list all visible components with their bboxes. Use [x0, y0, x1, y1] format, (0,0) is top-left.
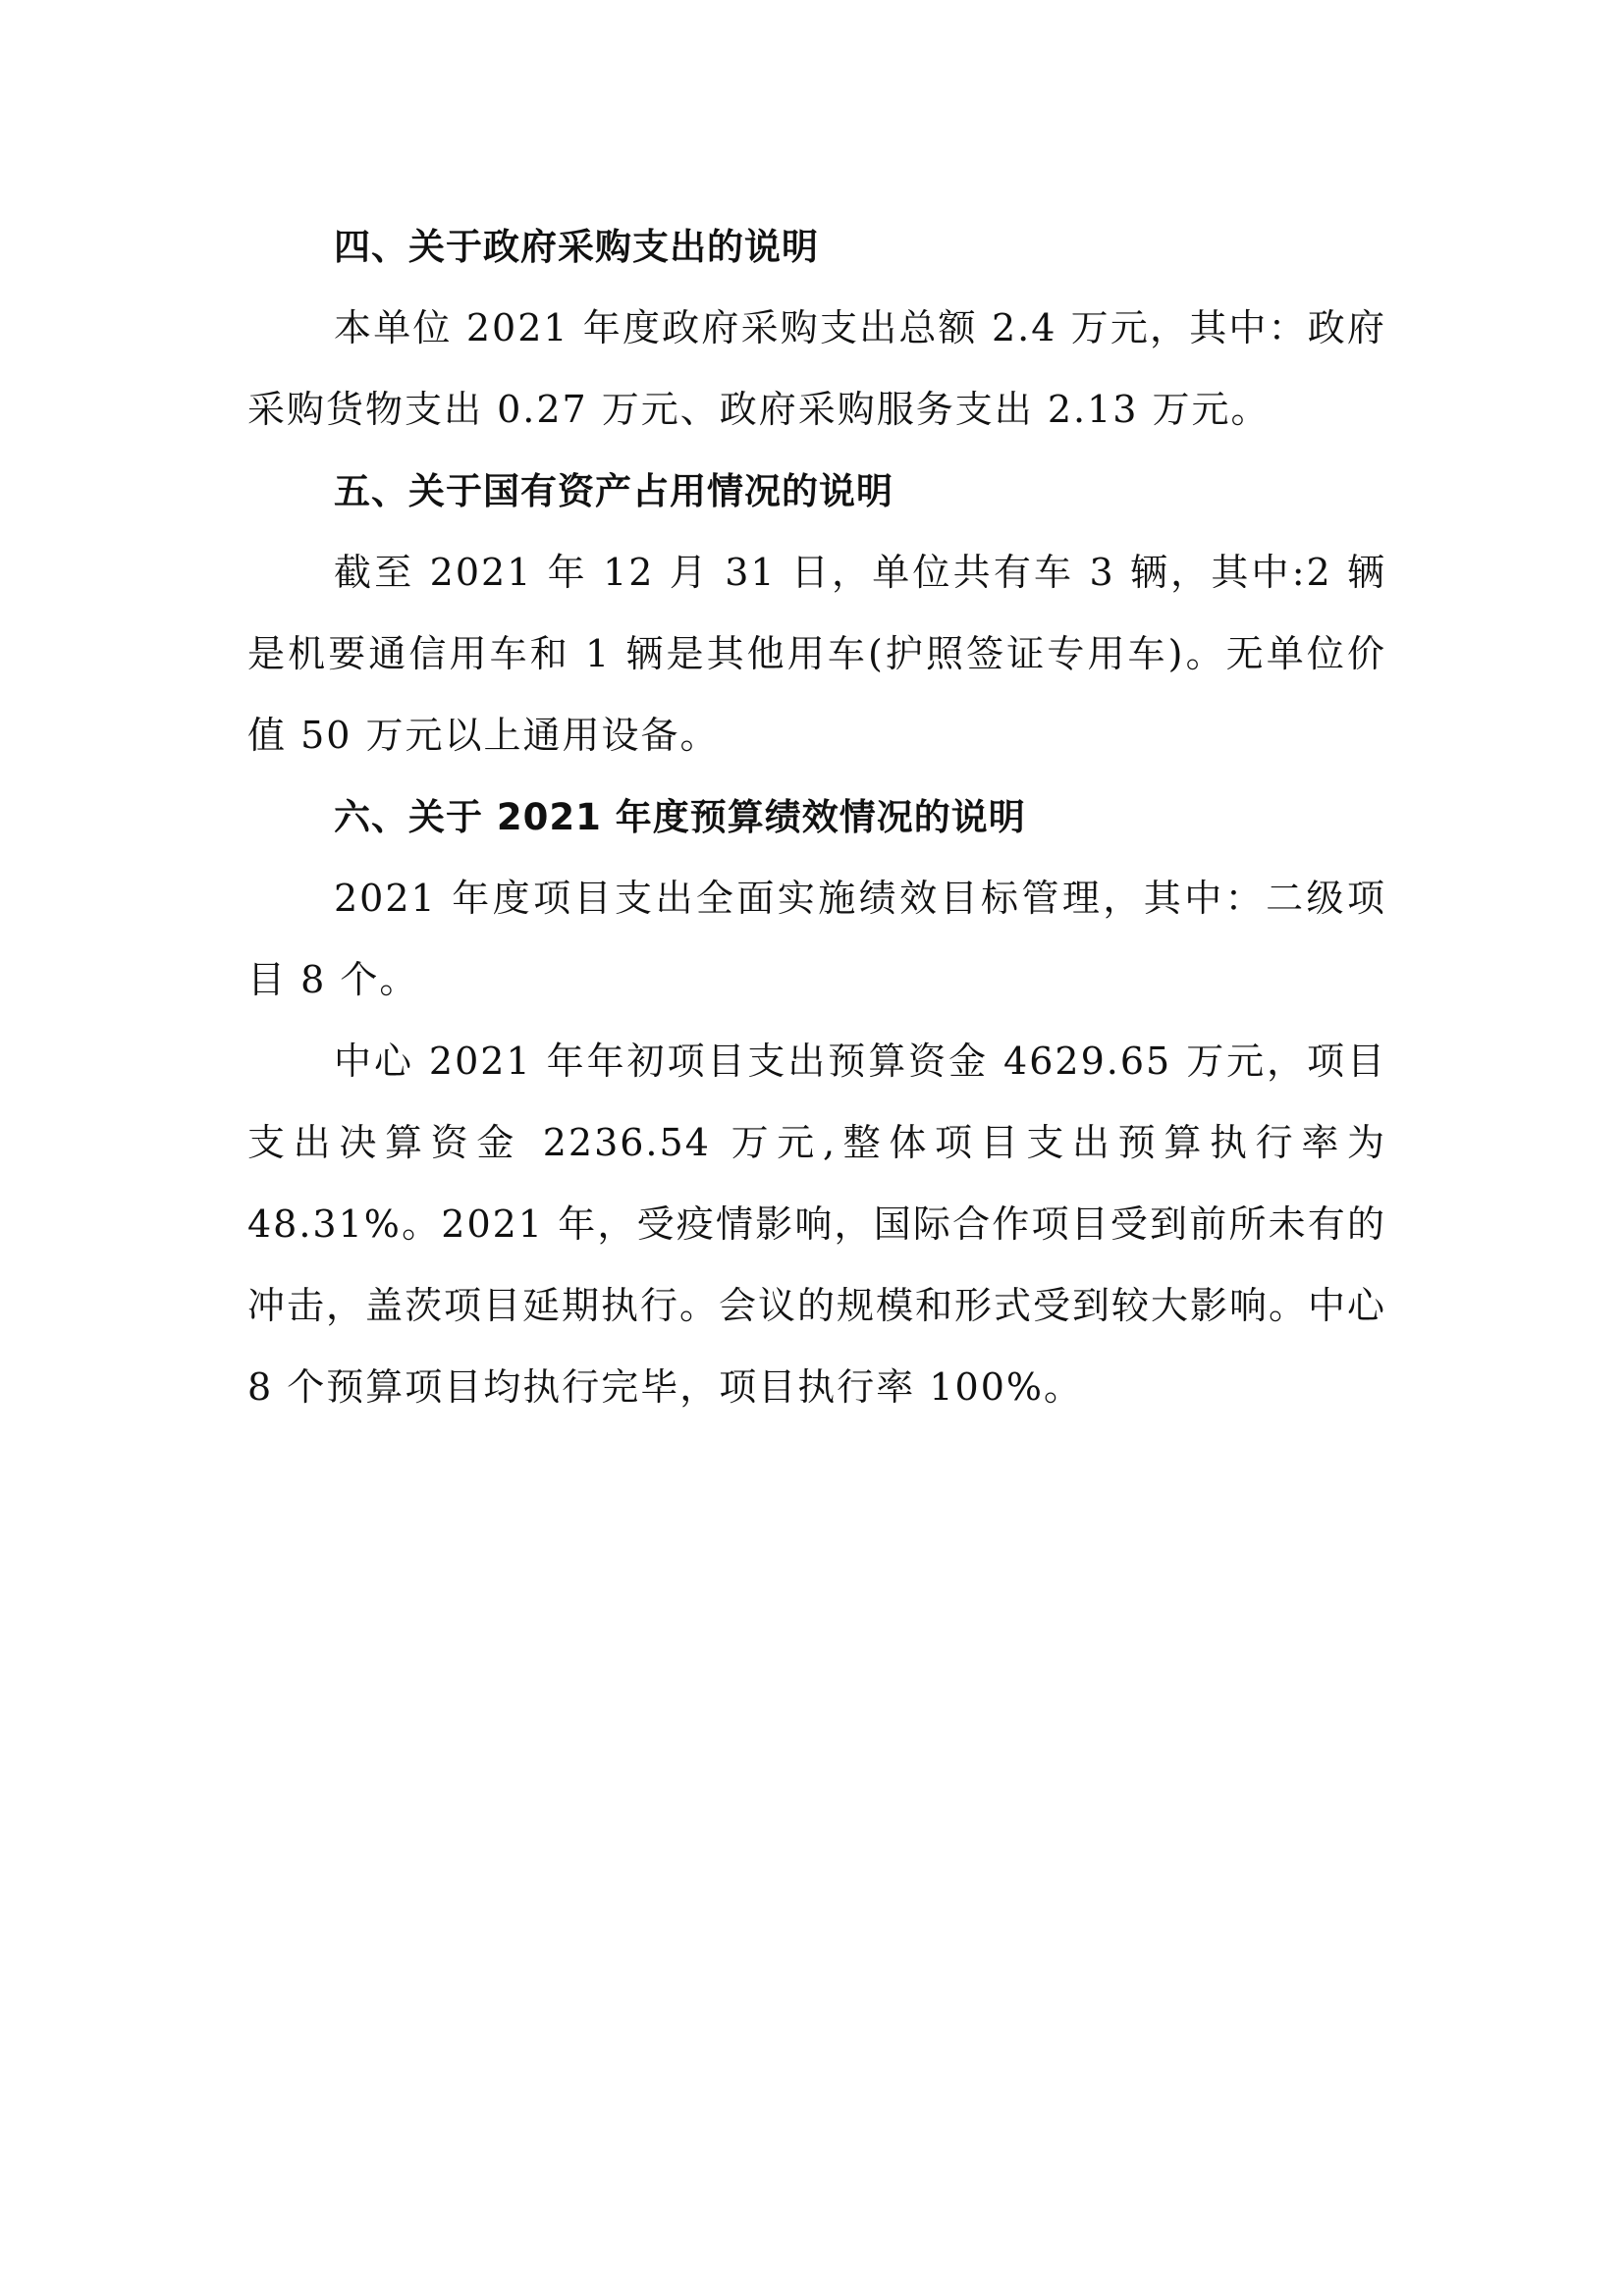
paragraph-performance-targets: 2021 年度项目支出全面实施绩效目标管理，其中：二级项目 8 个。 [247, 877, 1386, 1001]
paragraph-government-procurement: 本单位 2021 年度政府采购支出总额 2.4 万元，其中：政府采购货物支出 0.27 万元、政府采购服务支出 2.13 万元。 [247, 306, 1386, 431]
section-heading-government-procurement: 四、关于政府采购支出的说明 [334, 226, 819, 268]
section-heading-state-assets: 五、关于国有资产占用情况的说明 [334, 470, 893, 512]
document-body [247, 206, 1386, 1428]
paragraph-state-assets: 截至 2021 年 12 月 31 日，单位共有车 3 辆，其中:2 辆是机要通信用车和 1 辆是其他用车(护照签证专用车)。无单位价值 50 万元以上通用设备。 [247, 551, 1386, 757]
section-heading-budget-performance: 六、关于 2021 年度预算绩效情况的说明 [334, 796, 1026, 838]
paragraph-budget-execution: 中心 2021 年年初项目支出预算资金 4629.65 万元，项目支出决算资金 2236.54 万元,整体项目支出预算执行率为 48.31%。2021 年，受疫情影响，国际合作项目受到前所未有的冲击，盖茨项目延期执行。会议的规模和形式受到较大影响。中心 8 个预算项目均执行完毕，项目执行率 100%。 [247, 1040, 1387, 1409]
